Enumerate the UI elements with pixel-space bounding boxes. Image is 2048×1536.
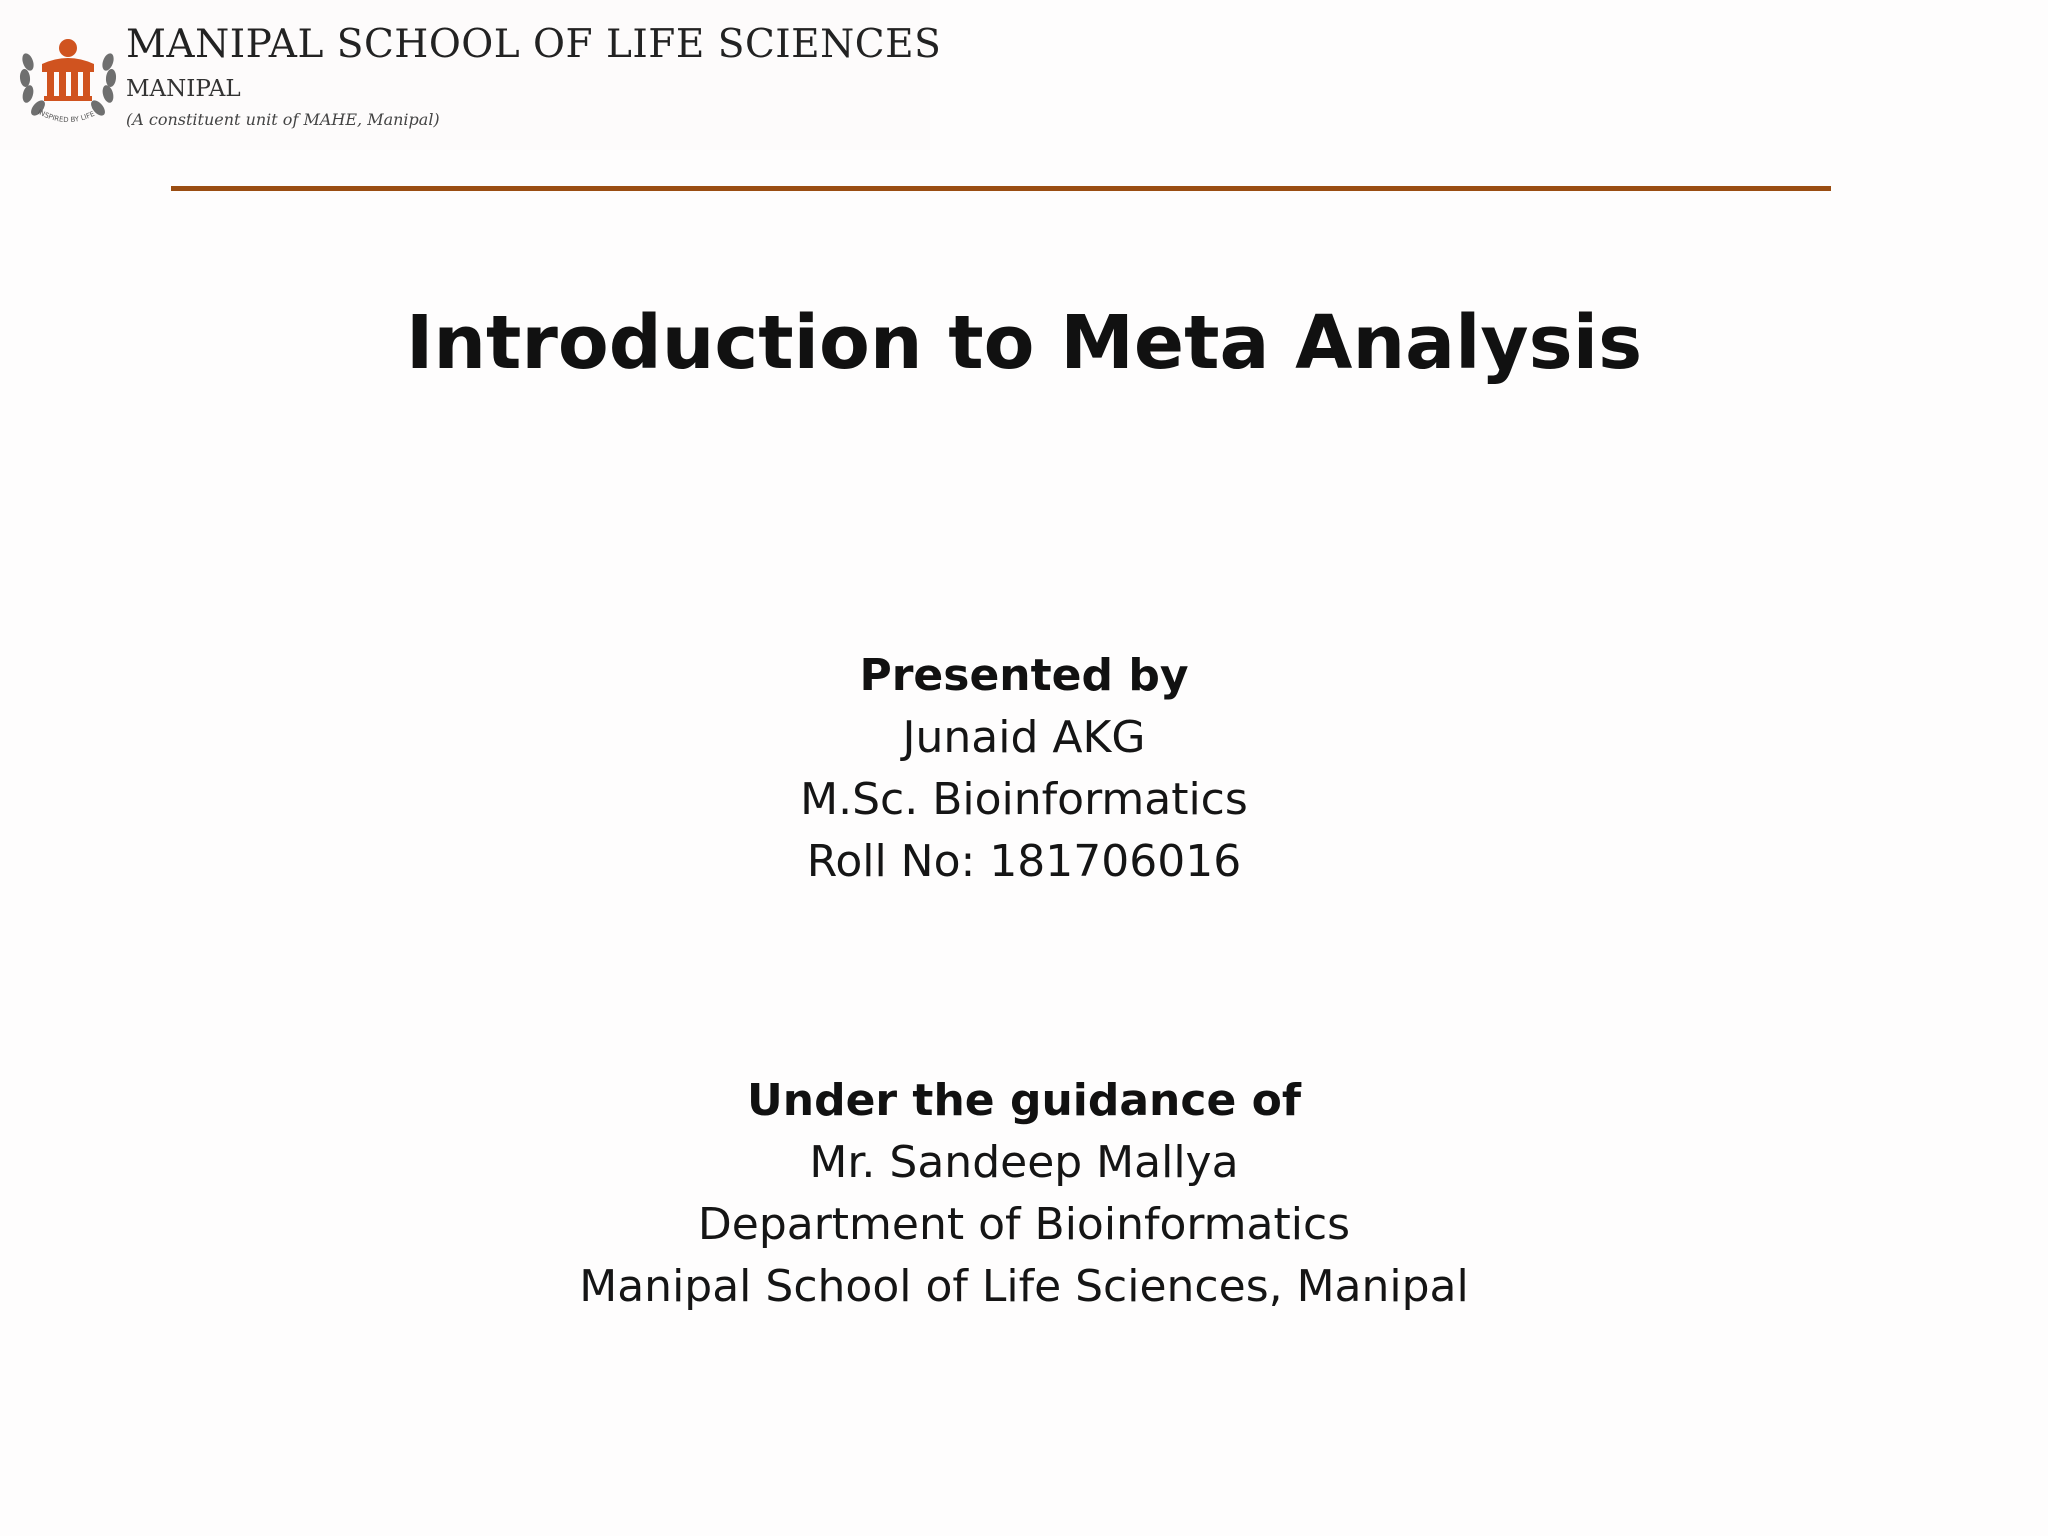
institution-crest-icon bbox=[14, 22, 122, 130]
presenter-block bbox=[0, 645, 2048, 893]
guide-name: Mr. Sandeep Mallya bbox=[809, 1137, 1239, 1188]
header-divider bbox=[171, 186, 1831, 191]
slide-title: Introduction to Meta Analysis bbox=[405, 300, 1643, 386]
guide-department: Department of Bioinformatics bbox=[697, 1199, 1351, 1250]
presenter-roll: Roll No: 181706016 bbox=[806, 836, 1242, 887]
institution-location: MANIPAL bbox=[126, 76, 241, 102]
presenter-heading: Presented by bbox=[859, 650, 1189, 701]
logo-motto: INSPIRED BY LIFE bbox=[36, 108, 96, 125]
svg-text:INSPIRED BY LIFE bbox=[36, 108, 96, 124]
header bbox=[0, 0, 942, 150]
guide-heading: Under the guidance of bbox=[747, 1075, 1301, 1126]
guide-institution: Manipal School of Life Sciences, Manipal bbox=[579, 1261, 1469, 1312]
presenter-program: M.Sc. Bioinformatics bbox=[800, 774, 1248, 825]
guide-block bbox=[0, 1070, 2048, 1318]
presenter-name: Junaid AKG bbox=[902, 712, 1146, 763]
institution-note: (A constituent unit of MAHE, Manipal) bbox=[126, 110, 440, 129]
institution-name: MANIPAL SCHOOL OF LIFE SCIENCES bbox=[126, 22, 942, 67]
